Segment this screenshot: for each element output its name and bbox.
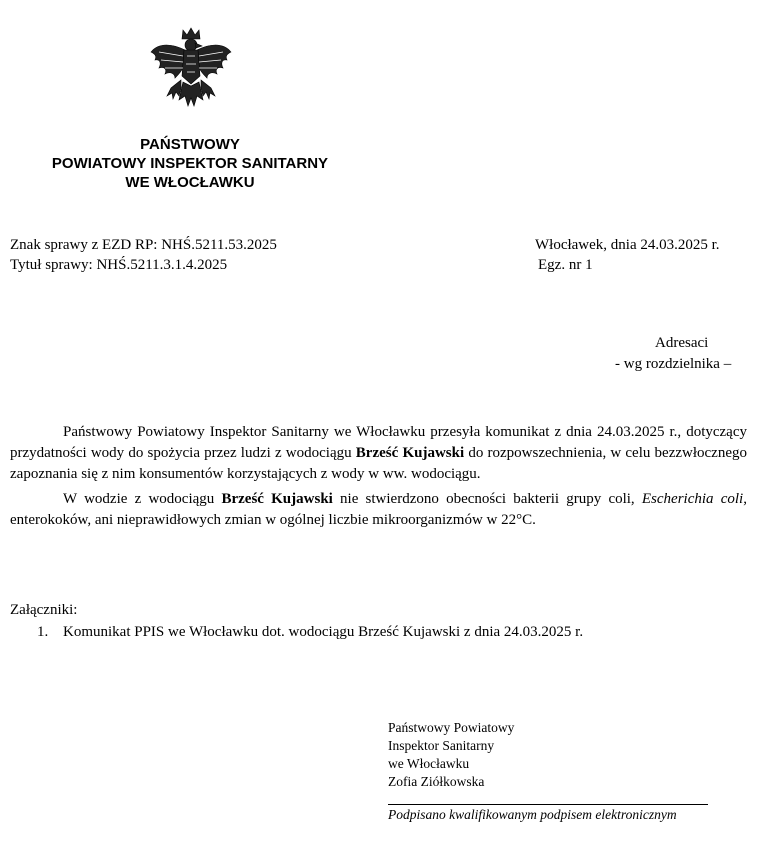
- waterworks-name: Brześć Kujawski: [355, 445, 465, 461]
- signature-line1: Państwowy Powiatowy: [388, 720, 515, 735]
- body-text: , enterokoków, ani nieprawidłowych zmian w ogólnej liczbie mikroorganizmów w 22°C.: [10, 491, 747, 528]
- case-title: Tytuł sprawy: NHŚ.5211.3.1.4.2025: [10, 257, 228, 273]
- copy-number: Egz. nr 1: [538, 257, 593, 273]
- body-text: nie stwierdzono obecności bakterii grupy coli,: [332, 491, 642, 507]
- body-paragraph-1: [10, 422, 747, 485]
- signature-line3: we Włocławku: [388, 756, 470, 771]
- office-title-line1: PAŃSTWOWY: [140, 136, 240, 153]
- case-number: Znak sprawy z EZD RP: NHŚ.5211.53.2025: [10, 237, 277, 253]
- office-title-line2: POWIATOWY INSPEKTOR SANITARNY: [51, 155, 329, 172]
- polish-eagle-emblem-icon: [145, 26, 237, 114]
- body-paragraph-2: [10, 489, 747, 531]
- bacteria-name: Escherichia coli: [641, 491, 744, 507]
- waterworks-name: Brześć Kujawski: [221, 491, 333, 507]
- signature-name: Zofia Ziółkowska: [388, 774, 485, 789]
- place-date: Włocławek, dnia 24.03.2025 r.: [535, 237, 720, 253]
- signature-divider: [388, 804, 708, 805]
- attachments-label: Załączniki:: [10, 602, 78, 618]
- addressees-label: Adresaci: [655, 335, 709, 351]
- signature-note: Podpisano kwalifikowanym podpisem elektronicznym: [388, 807, 677, 822]
- body-text: Państwowy Powiatowy Inspektor Sanitarny we Włocławku przesyła komunikat z dnia 24.03.2025 r., dotyczący przydatności wody do spożycia przez ludzi z wodociągu: [10, 424, 747, 461]
- body-text: W wodzie z wodociągu: [63, 491, 222, 507]
- body-text: do rozpowszechnienia, w celu bezzwłocznego zapoznania się z nim konsumentów korzystających z wody w ww. wodociągu.: [10, 445, 747, 482]
- attachment-number: 1.: [37, 624, 49, 640]
- addressees-value: - wg rozdzielnika –: [615, 356, 732, 372]
- attachment-item: Komunikat PPIS we Włocławku dot. wodociągu Brześć Kujawski z dnia 24.03.2025 r.: [63, 624, 584, 640]
- signature-line2: Inspektor Sanitarny: [388, 738, 495, 753]
- office-title-line3: WE WŁOCŁAWKU: [125, 174, 255, 191]
